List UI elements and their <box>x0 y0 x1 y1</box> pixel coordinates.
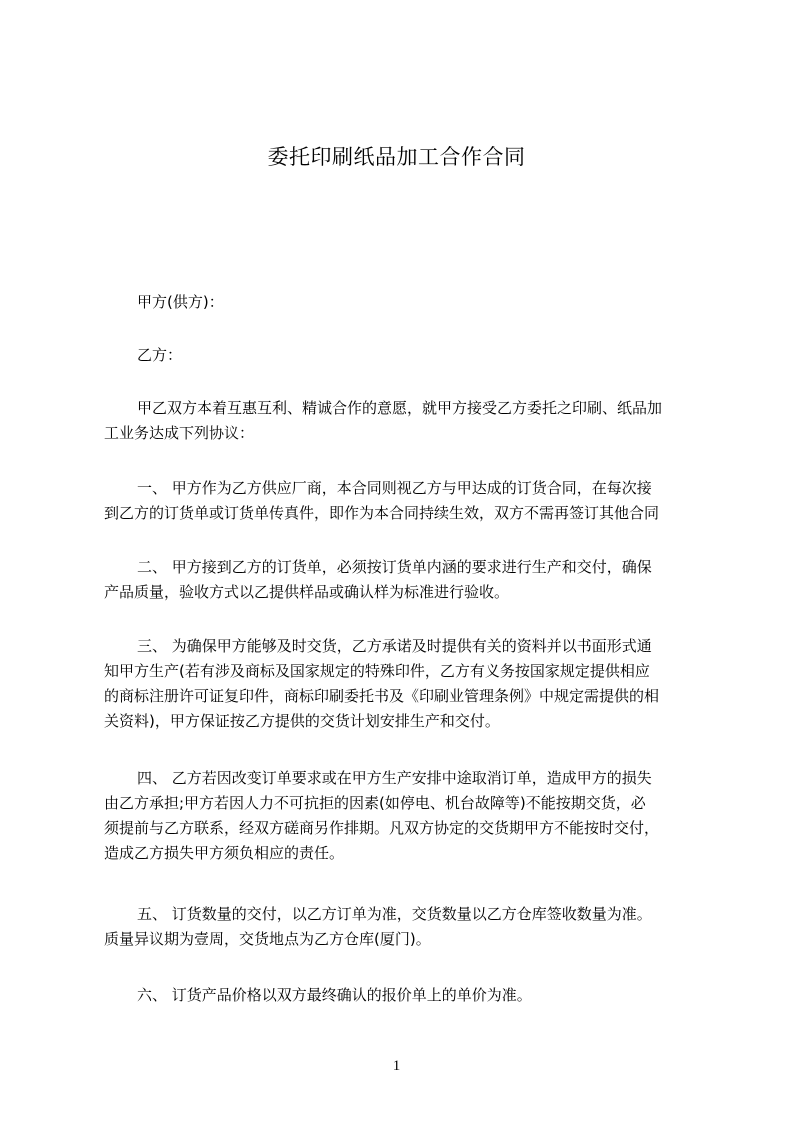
paragraph-line: 由乙方承担;甲方若因人力不可抗拒的因素(如停电、机台故障等)不能按期交货，必 <box>104 794 646 812</box>
paragraph-line: 四、 乙方若因改变订单要求或在甲方生产安排中途取消订单，造成甲方的损失 <box>137 769 652 787</box>
clause-4 <box>104 766 701 866</box>
paragraph-line: 的商标注册许可证复印件，商标印刷委托书及《印刷业管理条例》中规定需提供的相 <box>104 687 660 705</box>
page-number: 1 <box>392 1058 401 1074</box>
clause-2 <box>104 555 701 605</box>
intro-paragraph <box>104 396 701 446</box>
paragraph-line: 三、 为确保甲方能够及时交货，乙方承诺及时提供有关的资料并以书面形式通 <box>137 637 652 655</box>
party-b-label: 乙方： <box>137 346 183 364</box>
paragraph-line: 工业务达成下列协议： <box>104 424 255 442</box>
clause-3 <box>104 634 701 734</box>
clause-1 <box>104 476 701 526</box>
clause-5 <box>104 902 701 952</box>
paragraph-line: 须提前与乙方联系，经双方磋商另作排期。凡双方协定的交货期甲方不能按时交付， <box>104 819 660 837</box>
paragraph-line: 产品质量，验收方式以乙提供样品或确认样为标准进行验收。 <box>104 583 510 601</box>
paragraph-line: 五、 订货数量的交付，以乙方订单为准，交货数量以乙方仓库签收数量为准。 <box>137 905 652 923</box>
paragraph-line: 二、 甲方接到乙方的订货单，必须按订货单内涵的要求进行生产和交付，确保 <box>137 558 652 576</box>
paragraph-line: 六、 订货产品价格以双方最终确认的报价单上的单价为准。 <box>137 986 532 1004</box>
paragraph-line: 知甲方生产(若有涉及商标及国家规定的特殊印件，乙方有义务按国家规定提供相应 <box>104 662 650 680</box>
paragraph-line: 关资料)，甲方保证按乙方提供的交货计划安排生产和交付。 <box>104 712 500 730</box>
document-title: 委托印刷纸品加工合作合同 <box>267 145 526 169</box>
paragraph-line: 到乙方的订货单或订货单传真件，即作为本合同持续生效，双方不需再签订其他合同 <box>104 504 660 522</box>
clause-6 <box>104 983 701 1008</box>
paragraph-line: 造成乙方损失甲方须负相应的责任。 <box>104 844 345 862</box>
party-a-label: 甲方(供方)： <box>137 293 224 311</box>
paragraph-line: 一、 甲方作为乙方供应厂商，本合同则视乙方与甲达成的订货合同，在每次接 <box>137 479 652 497</box>
paragraph-line: 质量异议期为壹周，交货地点为乙方仓库(厦门)。 <box>104 930 431 948</box>
paragraph-line: 甲乙双方本着互惠互利、精诚合作的意愿，就甲方接受乙方委托之印刷、纸品加 <box>137 399 663 417</box>
